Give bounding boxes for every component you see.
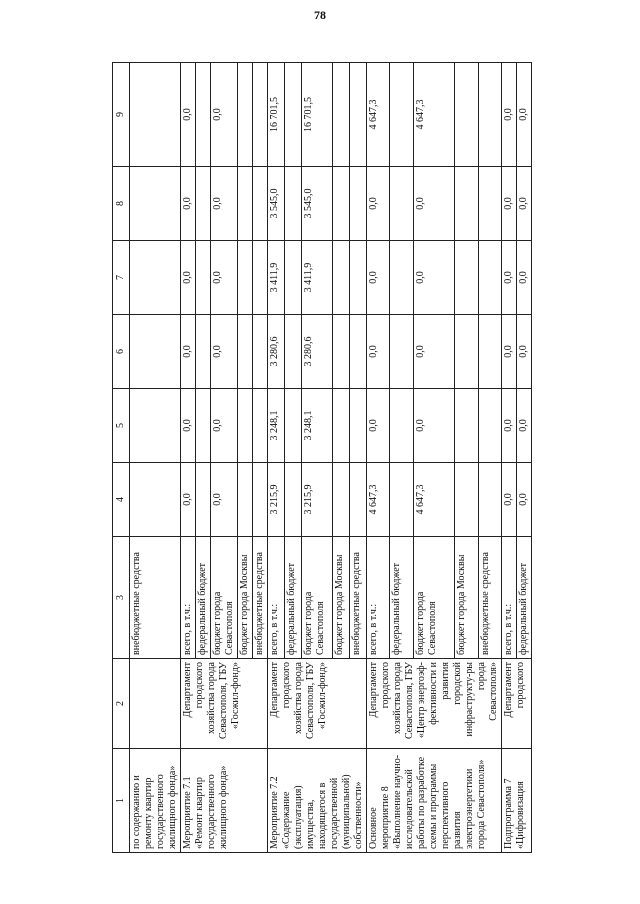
value-cell-c7: 0,0 [181,241,196,315]
funding-source-cell: внебюджетные средства [253,537,268,659]
value-cell-c6 [253,315,268,389]
value-cell-c5 [390,389,413,463]
value-cell-c4: 0,0 [517,463,532,537]
value-cell-c4 [478,463,501,537]
value-cell-c9 [196,63,211,167]
value-cell-c9: 4 647,3 [367,63,390,167]
value-cell-c6 [332,315,349,389]
table-row [502,63,517,853]
table-row [130,63,181,853]
value-cell-c8 [332,167,349,241]
executor-cell: Департамент городского хозяйства города Севастополя, ГБУ «Госжил-фонд» [268,659,367,749]
page-number: 78 [314,8,326,22]
col-header-6: 6 [113,315,130,389]
col-header-2: 2 [113,659,130,749]
value-cell-c4 [130,463,181,537]
value-cell-c5: 0,0 [413,389,455,463]
funding-source-cell: федеральный бюджет [517,537,532,659]
value-cell-c6 [349,315,366,389]
value-cell-c5 [455,389,478,463]
col-header-3: 3 [113,537,130,659]
value-cell-c9: 0,0 [211,63,238,167]
value-cell-c8: 0,0 [211,167,238,241]
value-cell-c8 [130,167,181,241]
value-cell-c8 [478,167,501,241]
executor-cell: Департамент городского [502,659,532,749]
value-cell-c4 [390,463,413,537]
value-cell-c7 [390,241,413,315]
value-cell-c5 [196,389,211,463]
table-row [367,63,390,853]
value-cell-c6: 0,0 [367,315,390,389]
value-cell-c9: 16 701,5 [302,63,333,167]
value-cell-c5 [253,389,268,463]
value-cell-c6 [455,315,478,389]
value-cell-c8 [455,167,478,241]
value-cell-c7 [478,241,501,315]
value-cell-c7: 0,0 [517,241,532,315]
value-cell-c7 [196,241,211,315]
value-cell-c7: 0,0 [502,241,517,315]
value-cell-c4 [285,463,302,537]
value-cell-c9: 4 647,3 [413,63,455,167]
funding-source-cell: бюджет города Москвы [332,537,349,659]
col-header-5: 5 [113,389,130,463]
value-cell-c5 [238,389,253,463]
value-cell-c5 [285,389,302,463]
value-cell-c8: 0,0 [502,167,517,241]
value-cell-c9 [455,63,478,167]
value-cell-c7 [285,241,302,315]
value-cell-c5: 0,0 [502,389,517,463]
value-cell-c5 [332,389,349,463]
executor-cell: Департамент городского хозяйства города Севастополя, ГБУ «Госжил-фонд» [181,659,268,749]
funding-source-cell: бюджет города Севастополя [211,537,238,659]
value-cell-c7 [238,241,253,315]
value-cell-c4: 0,0 [211,463,238,537]
funding-source-cell: федеральный бюджет [285,537,302,659]
funding-source-cell: бюджет города Москвы [238,537,253,659]
col-header-7: 7 [113,241,130,315]
col-header-4: 4 [113,463,130,537]
executor-cell: Департамент городского хозяйства города Севастополя, ГБУ «Центр энергоэф-фективности и развития городской инфраструкту-ры города Севастополя» [367,659,502,749]
value-cell-c9 [390,63,413,167]
funding-source-cell: федеральный бюджет [196,537,211,659]
value-cell-c5: 3 248,1 [302,389,333,463]
value-cell-c4 [253,463,268,537]
value-cell-c8: 3 545,0 [302,167,333,241]
value-cell-c9 [238,63,253,167]
value-cell-c4: 4 647,3 [367,463,390,537]
header-row [113,63,130,853]
value-cell-c9 [332,63,349,167]
value-cell-c7 [253,241,268,315]
value-cell-c8 [196,167,211,241]
activity-name-cell: Подпрограмма 7 «Цифровизация [502,749,532,853]
funding-source-cell: бюджет города Севастополя [413,537,455,659]
activity-name-cell: Мероприятие 7.2 «Содержание (эксплуатация) имущества, находящегося в государственной (муниципальной) собственности» [268,749,367,853]
value-cell-c4: 3 215,9 [302,463,333,537]
funding-source-cell: бюджет города Москвы [455,537,478,659]
table-row [268,63,285,853]
value-cell-c6: 3 280,6 [268,315,285,389]
rotated-table-sheet [112,63,640,853]
value-cell-c8 [349,167,366,241]
value-cell-c8: 0,0 [413,167,455,241]
value-cell-c6 [478,315,501,389]
value-cell-c7 [332,241,349,315]
funding-source-cell: внебюджетные средства [478,537,501,659]
value-cell-c9 [130,63,181,167]
value-cell-c7: 3 411,9 [302,241,333,315]
value-cell-c8: 0,0 [181,167,196,241]
value-cell-c5: 0,0 [211,389,238,463]
value-cell-c6: 0,0 [181,315,196,389]
col-header-8: 8 [113,167,130,241]
value-cell-c4: 3 215,9 [268,463,285,537]
value-cell-c7: 3 411,9 [268,241,285,315]
executor-cell [130,659,181,749]
value-cell-c8 [238,167,253,241]
value-cell-c7 [130,241,181,315]
col-header-1: 1 [113,749,130,853]
value-cell-c9 [285,63,302,167]
value-cell-c7 [349,241,366,315]
value-cell-c5 [349,389,366,463]
value-cell-c8: 3 545,0 [268,167,285,241]
value-cell-c5 [478,389,501,463]
value-cell-c6 [196,315,211,389]
value-cell-c6: 0,0 [413,315,455,389]
value-cell-c5: 0,0 [517,389,532,463]
value-cell-c4 [332,463,349,537]
funding-source-cell: внебюджетные средства [349,537,366,659]
table-row [181,63,196,853]
funding-source-cell: всего, в т.ч.: [181,537,196,659]
funding-source-cell: федеральный бюджет [390,537,413,659]
value-cell-c4: 0,0 [502,463,517,537]
activity-name-cell: по содержанию и ремонту квартир государственного жилищного фонда» [130,749,181,853]
value-cell-c6: 3 280,6 [302,315,333,389]
value-cell-c6 [130,315,181,389]
value-cell-c9: 16 701,5 [268,63,285,167]
value-cell-c5: 0,0 [367,389,390,463]
value-cell-c4: 4 647,3 [413,463,455,537]
value-cell-c6 [390,315,413,389]
value-cell-c8: 0,0 [517,167,532,241]
value-cell-c4: 0,0 [181,463,196,537]
value-cell-c6 [238,315,253,389]
value-cell-c4 [455,463,478,537]
value-cell-c5 [130,389,181,463]
funding-source-cell: всего, в т.ч.: [268,537,285,659]
funding-source-cell: всего, в т.ч.: [502,537,517,659]
value-cell-c6 [285,315,302,389]
value-cell-c8 [285,167,302,241]
value-cell-c7 [455,241,478,315]
value-cell-c8 [253,167,268,241]
value-cell-c4 [196,463,211,537]
value-cell-c5: 0,0 [181,389,196,463]
col-header-9: 9 [113,63,130,167]
value-cell-c6: 0,0 [517,315,532,389]
budget-table [112,62,532,853]
funding-source-cell: всего, в т.ч.: [367,537,390,659]
funding-source-cell: бюджет города Севастополя [302,537,333,659]
value-cell-c5: 3 248,1 [268,389,285,463]
value-cell-c7: 0,0 [367,241,390,315]
value-cell-c9 [253,63,268,167]
value-cell-c7: 0,0 [211,241,238,315]
value-cell-c9 [349,63,366,167]
value-cell-c9: 0,0 [502,63,517,167]
value-cell-c6: 0,0 [211,315,238,389]
value-cell-c7: 0,0 [413,241,455,315]
value-cell-c9: 0,0 [517,63,532,167]
value-cell-c6: 0,0 [502,315,517,389]
value-cell-c9 [478,63,501,167]
activity-name-cell: Основное мероприятие 8 «Выполнение научно-исследовательской работы по разработке схемы и программы перспективного развития электроэнергетики города Севастополя» [367,749,502,853]
value-cell-c8 [390,167,413,241]
value-cell-c4 [238,463,253,537]
value-cell-c4 [349,463,366,537]
activity-name-cell: Мероприятие 7.1 «Ремонт квартир государственного жилищного фонда» [181,749,268,853]
value-cell-c9: 0,0 [181,63,196,167]
value-cell-c8: 0,0 [367,167,390,241]
funding-source-cell: внебюджетные средства [130,537,181,659]
